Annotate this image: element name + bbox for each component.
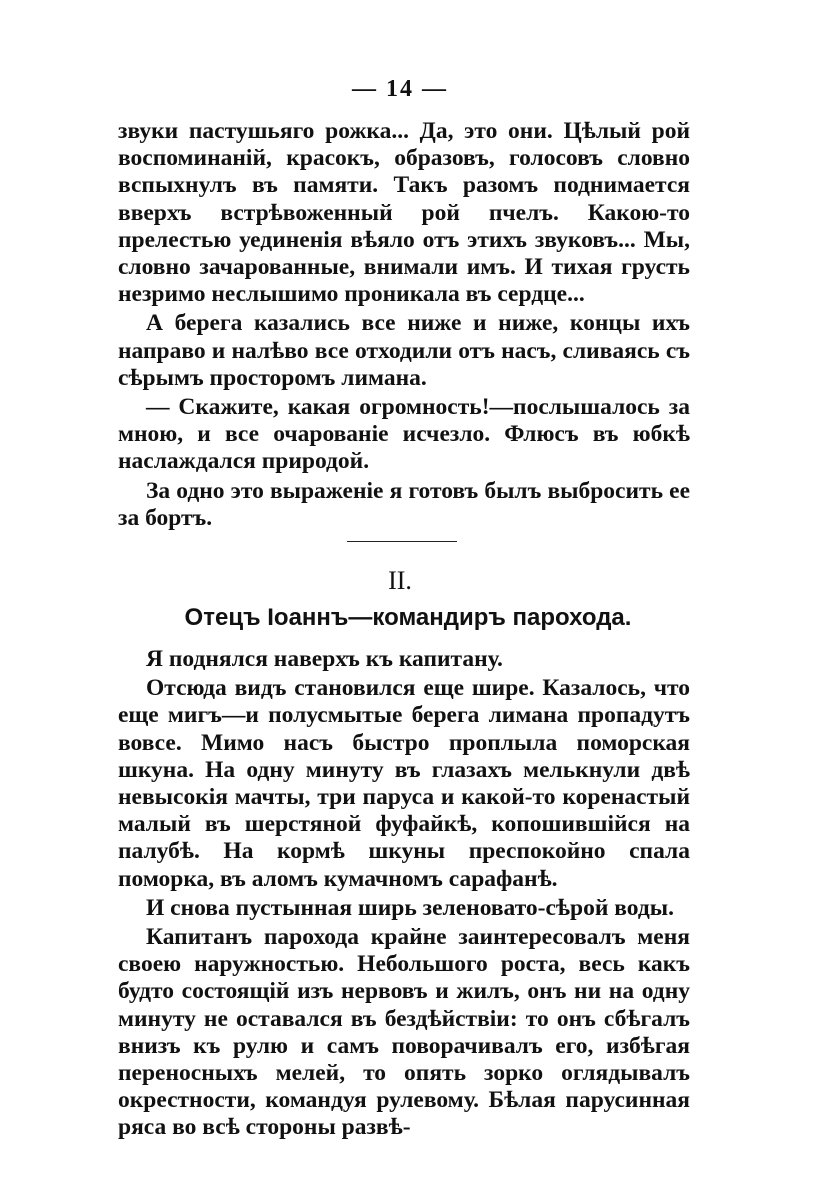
paragraph: Я поднялся наверхъ къ капитану. <box>146 646 503 672</box>
text-section-1 <box>118 118 690 532</box>
chapter-title: Отецъ Іоаннъ—командиръ парохода. <box>184 604 632 631</box>
paragraph: За одно это выраженіе я готовъ былъ выбросить ее за бортъ. <box>118 477 690 531</box>
text-section-2 <box>118 646 690 1142</box>
paragraph: И снова пустынная ширь зеленовато-сѣрой воды. <box>146 894 674 921</box>
page-number: — 14 — <box>352 76 448 102</box>
paragraph: Отсюда видъ становился еще шире. Казалось, что еще мигъ—и полусмытые берега лимана пропадутъ вовсе. Мимо насъ быстро проплыла поморская шкуна. На одну минуту въ глазахъ мелькнули двѣ невысокія мачты, три паруса и какой-то коренастый малый въ шерстяной фуфайкѣ, копошившійся на палубѣ. На кормѣ шкуны преспокойно спала поморка, въ аломъ кумачномъ сарафанѣ. <box>118 675 690 892</box>
paragraph: звуки пастушьяго рожка... Да, это они. Цѣлый рой воспоминаній, красокъ, образовъ, голосовъ словно вспыхнулъ въ памяти. Такъ разомъ поднимается вверхъ встрѣвоженный рой пчелъ. Какою-то прелестью уединенія вѣяло отъ этихъ звуковъ... Мы, словно зачарованные, внимали имъ. И тихая грусть незримо неслышимо проникала въ сердце... <box>118 118 690 308</box>
chapter-numeral: II. <box>388 566 412 595</box>
paragraph: — Скажите, какая огромность!—послышалось за мною, и все очарованіе исчезло. Флюсъ въ юбкѣ наслаждался природой. <box>118 394 690 475</box>
paragraph: Капитанъ парохода крайне заинтересовалъ меня своею наружностью. Небольшого роста, весь какъ будто состоящій изъ нервовъ и жилъ, онъ ни на одну минуту не оставался въ бездѣйствіи: то онъ сбѣгалъ внизъ къ рулю и самъ поворачивалъ его, избѣгая переносныхъ мелей, то опять зорко оглядывалъ окрестности, командуя рулевому. Бѣлая парусинная ряса во всѣ стороны развѣ- <box>118 924 690 1141</box>
paragraph: А берега казались все ниже и ниже, концы ихъ направо и налѣво все отходили отъ насъ, сливаясь съ сѣрымъ просторомъ лимана. <box>118 310 690 391</box>
section-divider <box>347 541 457 542</box>
